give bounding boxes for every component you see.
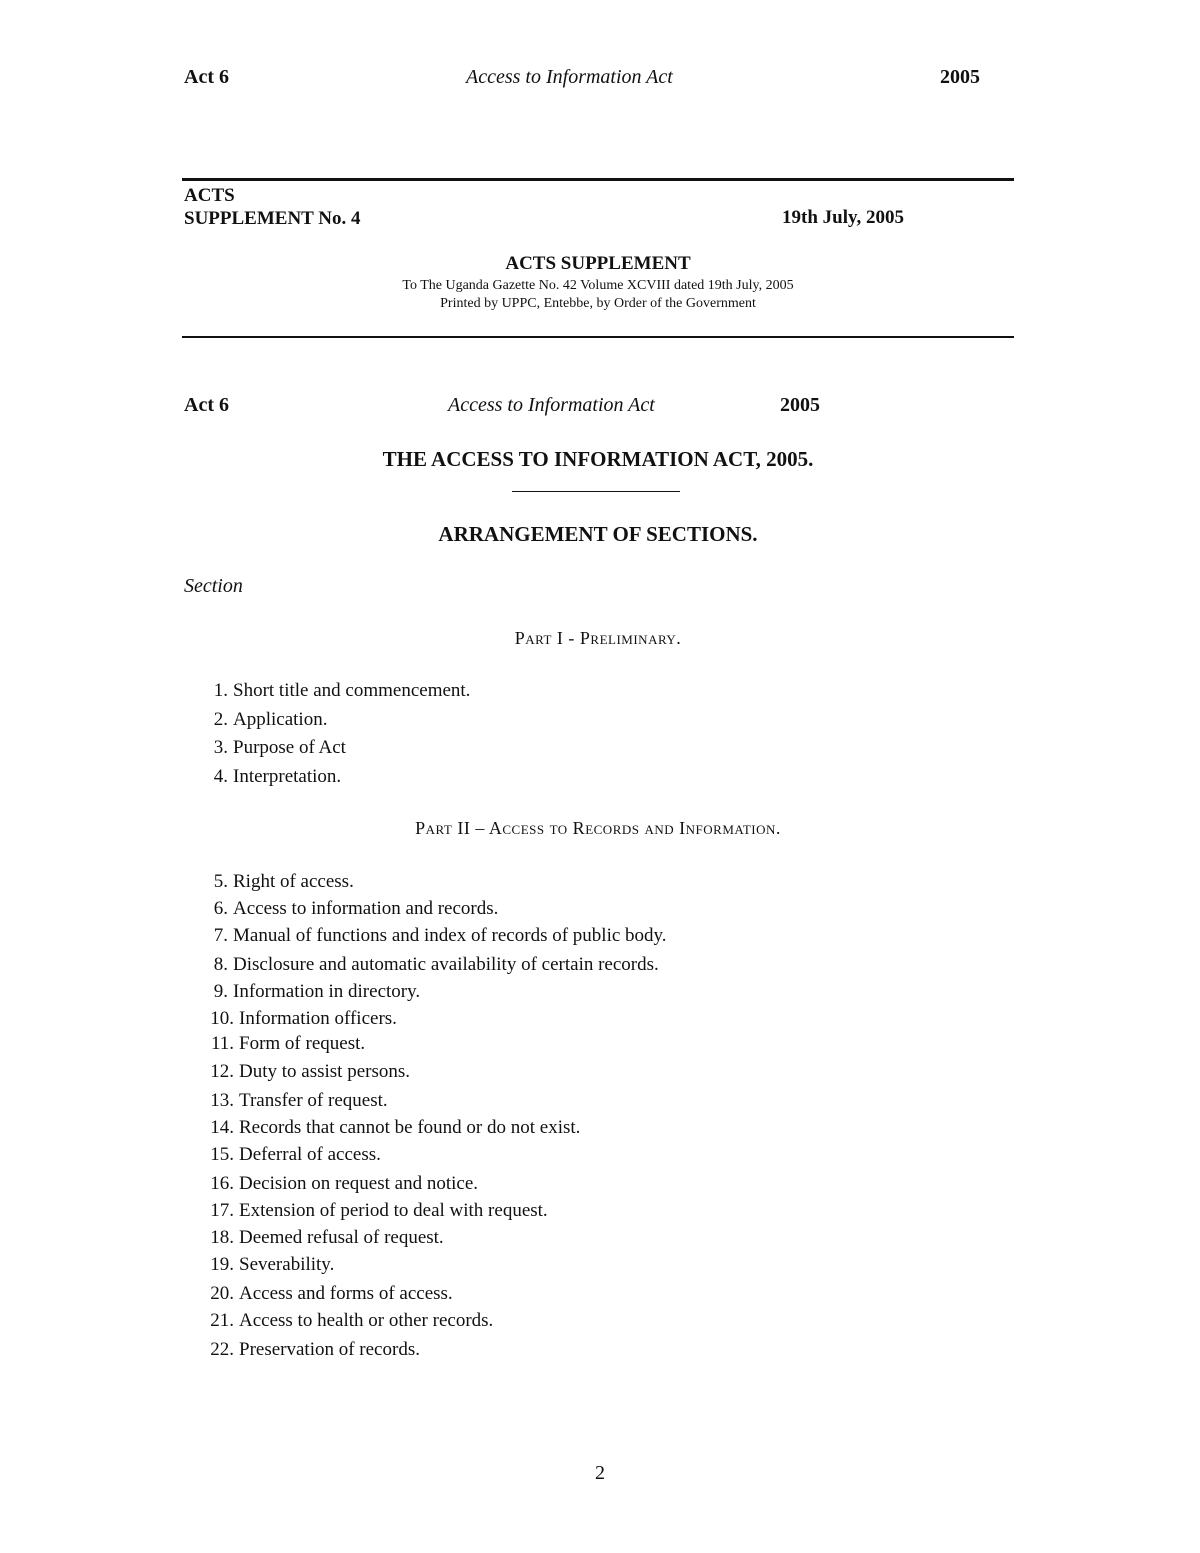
- list-item: [204, 1366, 239, 1390]
- list-item: [204, 1033, 365, 1057]
- section-number: 8.: [213, 954, 228, 975]
- section-title: Access to information and records.: [233, 898, 499, 919]
- section-number: 7.: [213, 925, 228, 946]
- section-title: Access and forms of access.: [239, 1283, 453, 1304]
- act-title: THE ACCESS TO INFORMATION ACT, 2005.: [382, 447, 814, 471]
- section-number: 1.: [213, 680, 228, 701]
- list-item: [204, 954, 659, 978]
- act-header-number: Act 6: [184, 394, 229, 416]
- section-title: Information in directory.: [233, 981, 421, 1002]
- section-title: Access to health or other records.: [239, 1310, 494, 1331]
- running-header-act-name: Access to Information Act: [466, 66, 673, 88]
- list-item: [204, 1090, 388, 1114]
- list-item: [204, 680, 470, 704]
- list-item: [204, 925, 667, 949]
- section-number: 6.: [213, 898, 228, 919]
- list-item: [204, 709, 327, 733]
- section-title: Disclosure and automatic availability of certain records.: [233, 954, 659, 975]
- act-header-name: Access to Information Act: [448, 394, 655, 416]
- section-column-label: Section: [184, 575, 243, 597]
- acts-supplement-title: ACTS SUPPLEMENT: [505, 253, 691, 274]
- list-item: [204, 766, 341, 790]
- list-item: [204, 1283, 453, 1307]
- section-number: 14.: [210, 1117, 234, 1138]
- part-heading: Part II – Access to Records and Information.: [415, 818, 781, 838]
- section-title: Right of access.: [233, 871, 354, 892]
- section-number: 15.: [210, 1144, 234, 1165]
- section-number: 2.: [213, 709, 228, 730]
- section-number: 9.: [213, 981, 228, 1002]
- running-header-year: 2005: [940, 66, 980, 88]
- list-item: [204, 1227, 444, 1251]
- part-heading: Part I - Preliminary.: [514, 628, 682, 648]
- section-title: [234, 1366, 239, 1387]
- list-item: [204, 898, 498, 922]
- gazette-reference: To The Uganda Gazette No. 42 Volume XCVIII dated 19th July, 2005: [402, 278, 794, 293]
- list-item: [204, 1339, 420, 1363]
- section-number: 4.: [213, 766, 228, 787]
- supplement-number: SUPPLEMENT No. 4: [184, 208, 361, 229]
- section-title: [234, 1423, 239, 1444]
- acts-label: ACTS: [184, 185, 235, 206]
- list-item: [204, 1173, 478, 1197]
- list-item: [204, 1310, 493, 1334]
- section-title: [234, 1394, 239, 1415]
- section-number: 18.: [210, 1227, 234, 1248]
- section-title: Deferral of access.: [239, 1144, 381, 1165]
- section-title: Manual of functions and index of records of public body.: [233, 925, 667, 946]
- section-title: Duty to assist persons.: [239, 1061, 410, 1082]
- act-header-year: 2005: [780, 394, 820, 416]
- list-item: [204, 737, 346, 761]
- section-title: [234, 1450, 239, 1471]
- section-title: Form of request.: [239, 1033, 366, 1054]
- list-item: [204, 1423, 239, 1447]
- section-number: 21.: [210, 1310, 234, 1331]
- running-header-act-number: Act 6: [184, 66, 229, 88]
- list-item: [204, 1008, 397, 1032]
- list-item: [204, 1394, 239, 1418]
- section-title: Preservation of records.: [239, 1339, 420, 1360]
- section-title: Purpose of Act: [233, 737, 346, 758]
- section-number: 19.: [210, 1254, 234, 1275]
- list-item: [204, 1200, 548, 1224]
- page-number: 2: [595, 1462, 605, 1484]
- section-number: 13.: [210, 1090, 234, 1111]
- printer-line: Printed by UPPC, Entebbe, by Order of the Government: [440, 296, 756, 311]
- section-title: Transfer of request.: [239, 1090, 388, 1111]
- section-number: 3.: [213, 737, 228, 758]
- section-number: 20.: [210, 1283, 234, 1304]
- section-number: 11.: [210, 1033, 234, 1054]
- list-item: [204, 871, 354, 895]
- banner-top-rule: [182, 178, 1014, 181]
- section-title: Interpretation.: [233, 766, 342, 787]
- section-title: Records that cannot be found or do not exist.: [239, 1117, 581, 1138]
- title-divider: [512, 491, 680, 492]
- list-item: [204, 1061, 410, 1085]
- section-title: Application.: [233, 709, 328, 730]
- list-item: [204, 1450, 239, 1474]
- list-item: [204, 1117, 580, 1141]
- list-item: [204, 1144, 381, 1168]
- section-number: 22.: [210, 1339, 234, 1360]
- section-number: 17.: [210, 1200, 234, 1221]
- section-title: Decision on request and notice.: [239, 1173, 479, 1194]
- section-title: Short title and commencement.: [233, 680, 471, 701]
- supplement-date: 19th July, 2005: [782, 207, 904, 228]
- section-title: Deemed refusal of request.: [239, 1227, 444, 1248]
- section-number: 16.: [210, 1173, 234, 1194]
- section-title: Information officers.: [239, 1008, 397, 1029]
- section-number: 5.: [213, 871, 228, 892]
- list-item: [204, 981, 420, 1005]
- list-item: [204, 1254, 334, 1278]
- section-title: Extension of period to deal with request.: [239, 1200, 548, 1221]
- section-number: 12.: [210, 1061, 234, 1082]
- section-title: Severability.: [239, 1254, 335, 1275]
- arrangement-heading: ARRANGEMENT OF SECTIONS.: [438, 522, 758, 546]
- section-number: 10.: [210, 1008, 234, 1029]
- banner-bottom-rule: [182, 336, 1014, 338]
- running-header: [184, 66, 980, 96]
